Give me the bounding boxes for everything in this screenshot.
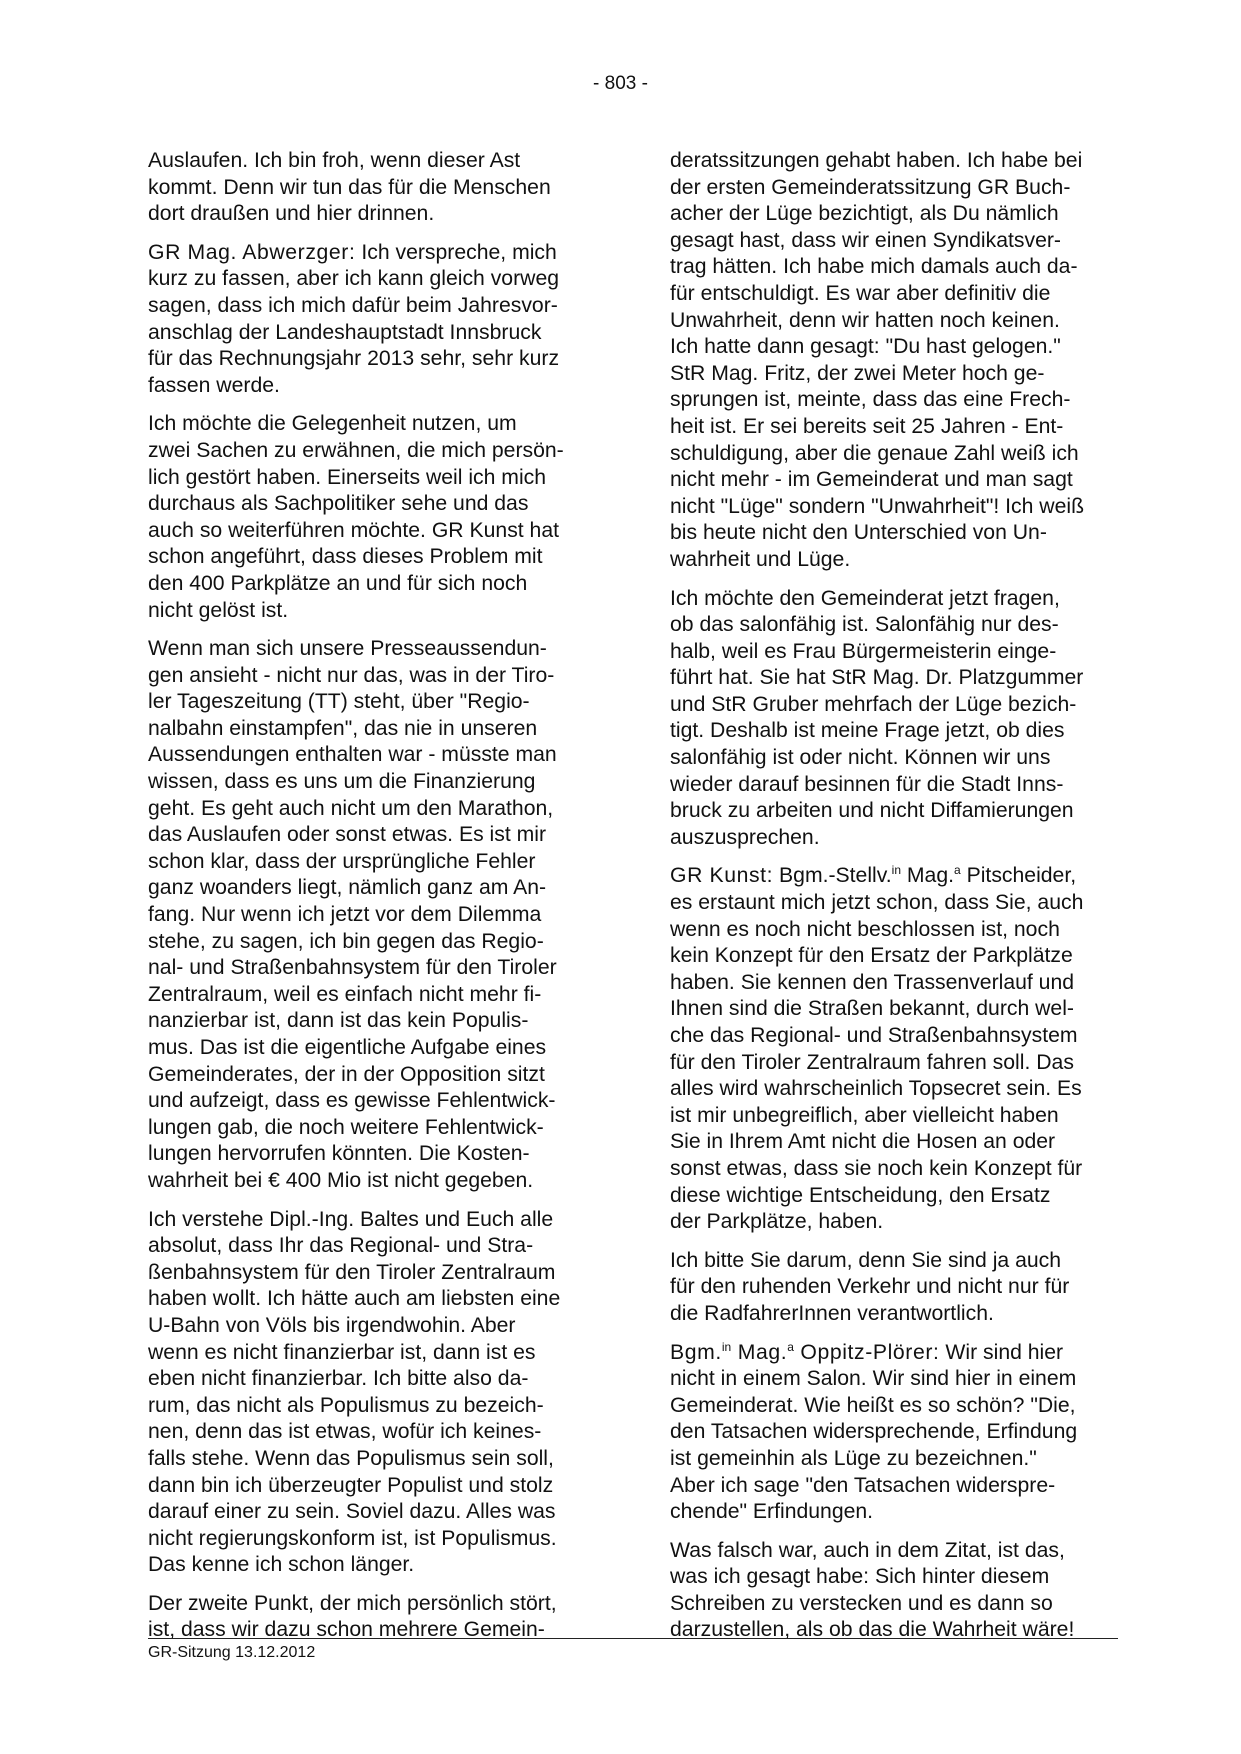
speech-text: Wir sind hier nicht in einem Salon. Wir sind hier in einem Gemeinderat. Wie heißt es so schön? "Die, den Tatsachen widersprechende, Erfindung ist gemeinhin als Lüge zu bezeichnen." Aber ich sage "den Tatsachen widerspre- chende" Erfindungen. — [670, 1340, 1078, 1524]
paragraph: Ich verstehe Dipl.-Ing. Baltes und Euch alle absolut, dass Ihr das Regional- und Stra- ßenbahnsystem für den Tiroler Zentralraum haben wollt. Ich hätte auch am liebsten eine U-Bahn von Völs bis irgendwohin. Aber wenn es nicht finanzierbar ist, dann ist es eben nicht finanzierbar. Ich bitte also da- rum, das nicht als Populismus zu bezeich- nen, denn das ist etwas, wofür ich keines- falls stehe. Wenn das Populismus sein soll, dann bin ich überzeugter Populist und stolz darauf einer zu sein. Soviel dazu. Alles was nicht regierungskonform ist, ist Populismus. Das kenne ich schon länger. — [148, 1207, 561, 1577]
speaker-name-part: Bgm. — [670, 1340, 722, 1364]
footer-divider — [148, 1638, 1118, 1639]
speech-paragraph — [148, 240, 608, 400]
paragraph: Was falsch war, auch in dem Zitat, ist das, was ich gesagt habe: Sich hinter diesem Schreiben zu verstecken und es dann so darzustellen, als ob das die Wahrheit wäre! — [670, 1538, 1075, 1642]
paragraph: Ich möchte den Gemeinderat jetzt fragen, ob das salonfähig ist. Salonfähig nur des- halb, weil es Frau Bürgermeisterin einge- führt hat. Sie hat StR Mag. Dr. Platzgummer und StR Gruber mehrfach der Lüge bezich- tigt. Deshalb ist meine Frage jetzt, ob dies salonfähig ist oder nicht. Können wir uns wieder darauf besinnen für die Stadt Inns- bruck zu arbeiten und nicht Diffamierungen auszusprechen. — [670, 586, 1084, 849]
speaker-name: GR Kunst: — [670, 864, 774, 888]
paragraph: Wenn man sich unsere Presseaussendun- gen ansieht - nicht nur das, was in der Tiro- ler Tageszeitung (TT) steht, über "Regio- nalbahn einstampfen", das nie in unseren Aussendungen enthalten war - müsste man wissen, dass es uns um die Finanzierung geht. Es geht auch nicht um den Marathon, das Auslaufen oder sonst etwas. Es ist mir schon klar, dass der ursprüngliche Fehler ganz woanders liegt, nämlich ganz am An- fang. Nur wenn ich jetzt vor dem Dilemma stehe, zu sagen, ich bin gegen das Regio- nal- und Straßenbahnsystem für den Tiroler Zentralraum, weil es einfach nicht mehr fi- nanzierbar ist, dann ist das kein Populis- mus. Das ist die eigentliche Aufgabe eines Gemeinderates, der in der Opposition sitzt und aufzeigt, dass es gewisse Fehlentwick- lungen gab, die noch weitere Fehlentwick- lungen hervorrufen könnten. Die Kosten- wahrheit bei € 400 Mio ist nicht gegeben. — [148, 637, 557, 1192]
paragraph: Der zweite Punkt, der mich persönlich stört, ist, dass wir dazu schon mehrere Gemein- — [148, 1591, 557, 1642]
superscript: a — [787, 1339, 794, 1354]
speech-text-part: Bgm.-Stellv. — [773, 864, 892, 888]
right-column — [670, 148, 1130, 1656]
speaker-name-part: Mag. — [731, 1340, 788, 1364]
superscript: a — [954, 863, 961, 878]
paragraph: Ich bitte Sie darum, denn Sie sind ja auch für den ruhenden Verkehr und nicht nur für die RadfahrerInnen verantwortlich. — [670, 1248, 1070, 1325]
speech-paragraph — [670, 1340, 1130, 1526]
speaker-name: GR Mag. Abwerzger: — [148, 240, 356, 264]
paragraph: Ich möchte die Gelegenheit nutzen, um zwei Sachen zu erwähnen, die mich persön- lich gestört haben. Einerseits weil ich mich durchaus als Sachpolitiker sehe und das auch so weiterführen möchte. GR Kunst hat schon angeführt, dass dieses Problem mit den 400 Parkplätze an und für sich noch nicht gelöst ist. — [148, 412, 564, 622]
speaker-name-part: Oppitz-Plörer: — [793, 1340, 940, 1364]
speech-text-part: Mag. — [901, 864, 955, 888]
speech-text: Pitscheider, es erstaunt mich jetzt schon, dass Sie, auch wenn es noch nicht beschlossen ist, noch kein Konzept für den Ersatz der Parkplätze haben. Sie kennen den Trassenverlauf und Ihnen sind die Straßen bekannt, durch wel- che das Regional- und Straßenbahnsystem für den Tiroler Zentralraum fahren soll. Das alles wird wahrscheinlich Topsecret sein. Es ist mir unbegreiflich, aber vielleicht haben Sie in Ihrem Amt nicht die Hosen an oder sonst etwas, dass sie noch kein Konzept für diese wichtige Entscheidung, den Ersatz der Parkplätze, haben. — [670, 864, 1084, 1234]
paragraph: deratssitzungen gehabt haben. Ich habe bei der ersten Gemeinderatssitzung GR Buch- acher der Lüge bezichtigt, als Du nämlich gesagt hast, dass wir einen Syndikatsver- trag hätten. Ich habe mich damals auch da- für entschuldigt. Es war aber definitiv die Unwahrheit, denn wir hatten noch keinen. Ich hatte dann gesagt: "Du hast gelogen." StR Mag. Fritz, der zwei Meter hoch ge- sprungen ist, meinte, dass das eine Frech- heit ist. Er sei bereits seit 25 Jahren - Ent- schuldigung, aber die genaue Zahl weiß ich nicht mehr - im Gemeinderat und man sagt nicht "Lüge" sondern "Unwahrheit"! Ich weiß bis heute nicht den Unterschied von Un- wahrheit und Lüge. — [670, 149, 1085, 571]
speech-text: Ich verspreche, mich kurz zu fassen, aber ich kann gleich vorweg sagen, dass ich mich dafür beim Jahresvor- anschlag der Landeshauptstadt Innsbruck für das Rechnungsjahr 2013 sehr, sehr kurz fassen werde. — [148, 240, 560, 397]
superscript: in — [891, 863, 902, 878]
left-column — [148, 148, 608, 1656]
speech-paragraph — [670, 863, 1130, 1235]
paragraph: Auslaufen. Ich bin froh, wenn dieser Ast kommt. Denn wir tun das für die Menschen dort draußen und hier drinnen. — [148, 149, 551, 226]
superscript: in — [721, 1339, 732, 1354]
footer-session-date: GR-Sitzung 13.12.2012 — [148, 1644, 316, 1661]
page-number: - 803 - — [593, 73, 648, 94]
